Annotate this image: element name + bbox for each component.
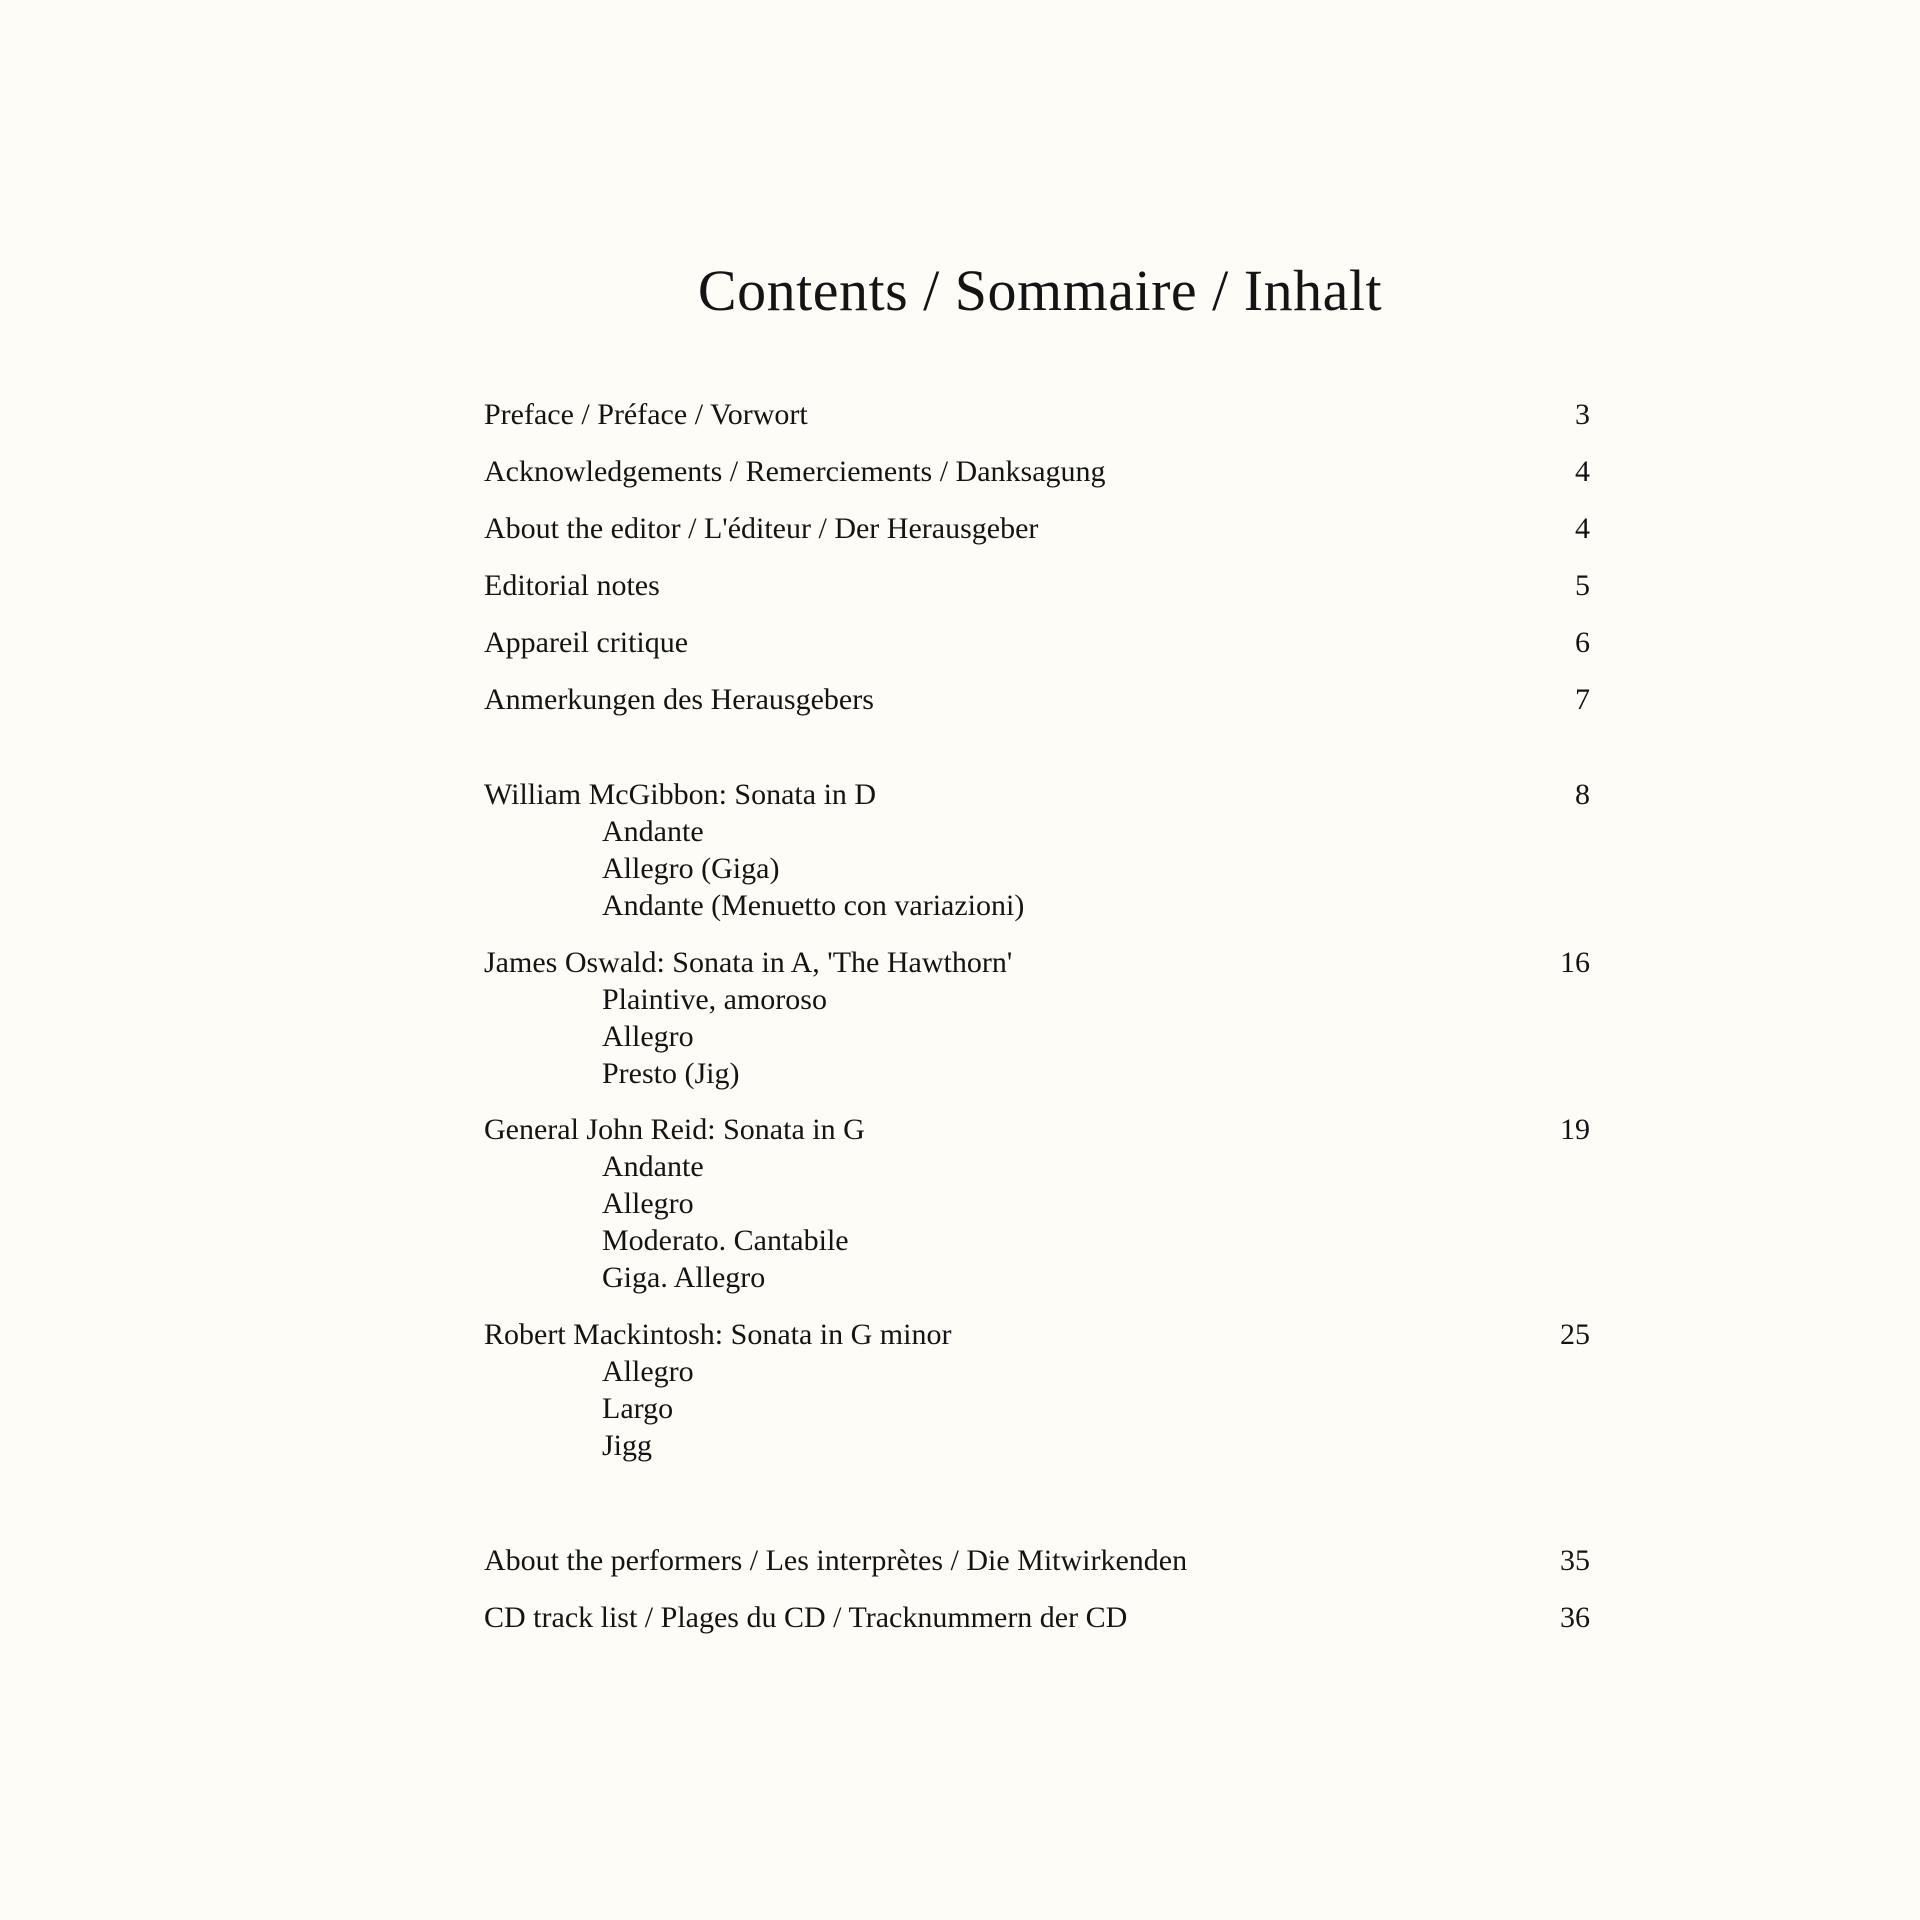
toc-page-number: 4 bbox=[1575, 512, 1590, 545]
movement-item: Allegro bbox=[602, 1020, 694, 1053]
toc-page-number: 16 bbox=[1560, 946, 1590, 979]
toc-entry-label: General John Reid: Sonata in G bbox=[484, 1113, 865, 1146]
movement-item: Andante (Menuetto con variazioni) bbox=[602, 889, 1025, 922]
movement-item: Presto (Jig) bbox=[602, 1057, 740, 1090]
toc-entry-appareil-critique bbox=[480, 623, 1590, 663]
toc-entry-sonata-oswald bbox=[480, 943, 1590, 983]
movement-item: Andante bbox=[602, 815, 704, 848]
toc-entry-sonata-reid bbox=[480, 1110, 1590, 1150]
toc-entry-sonata-mcgibbon bbox=[480, 775, 1590, 815]
toc-entry-label: Anmerkungen des Herausgebers bbox=[484, 683, 874, 716]
toc-entry-anmerkungen bbox=[480, 680, 1590, 720]
page-title: Contents / Sommaire / Inhalt bbox=[697, 258, 1383, 323]
toc-entry-acknowledgements bbox=[480, 452, 1590, 492]
movement-item: Moderato. Cantabile bbox=[602, 1224, 849, 1257]
toc-entry-label: Editorial notes bbox=[484, 569, 660, 602]
toc-page-number: 4 bbox=[1575, 455, 1590, 488]
toc-entry-label: William McGibbon: Sonata in D bbox=[484, 778, 877, 811]
toc-entry-label: Robert Mackintosh: Sonata in G minor bbox=[484, 1318, 952, 1351]
toc-entry-label: About the editor / L'éditeur / Der Herausgeber bbox=[484, 512, 1039, 545]
toc-entry-editorial-notes bbox=[480, 566, 1590, 606]
movement-item: Allegro bbox=[602, 1355, 694, 1388]
toc-entry-label: Appareil critique bbox=[484, 626, 689, 659]
toc-entry-label: James Oswald: Sonata in A, 'The Hawthorn' bbox=[484, 946, 1013, 979]
movement-item: Andante bbox=[602, 1150, 704, 1183]
toc-page-number: 7 bbox=[1575, 683, 1590, 716]
movement-item: Plaintive, amoroso bbox=[602, 983, 827, 1016]
toc-entry-sonata-mackintosh bbox=[480, 1315, 1590, 1355]
toc-page-number: 36 bbox=[1560, 1601, 1590, 1634]
toc-entry-preface bbox=[480, 395, 1590, 435]
toc-page-number: 35 bbox=[1560, 1544, 1590, 1577]
movement-item: Largo bbox=[602, 1392, 674, 1425]
toc-page-number: 8 bbox=[1575, 778, 1590, 811]
toc-entry-label: CD track list / Plages du CD / Tracknummern der CD bbox=[484, 1601, 1128, 1634]
movement-item: Giga. Allegro bbox=[602, 1261, 766, 1294]
toc-entry-about-editor bbox=[480, 509, 1590, 549]
movement-item: Allegro (Giga) bbox=[602, 852, 780, 885]
toc-entry-label: Preface / Préface / Vorwort bbox=[484, 398, 808, 431]
movement-item: Allegro bbox=[602, 1187, 694, 1220]
toc-page-number: 5 bbox=[1575, 569, 1590, 602]
toc-entry-label: About the performers / Les interprètes / Die Mitwirkenden bbox=[484, 1544, 1188, 1577]
toc-page-number: 25 bbox=[1560, 1318, 1590, 1351]
toc-page-number: 19 bbox=[1560, 1113, 1590, 1146]
toc-entry-performers bbox=[480, 1541, 1590, 1581]
toc-page-number: 6 bbox=[1575, 626, 1590, 659]
toc-entry-label: Acknowledgements / Remerciements / Danksagung bbox=[484, 455, 1106, 488]
movement-item: Jigg bbox=[602, 1429, 653, 1462]
toc-entry-cd-track-list bbox=[480, 1598, 1590, 1638]
toc-page-number: 3 bbox=[1575, 398, 1590, 431]
